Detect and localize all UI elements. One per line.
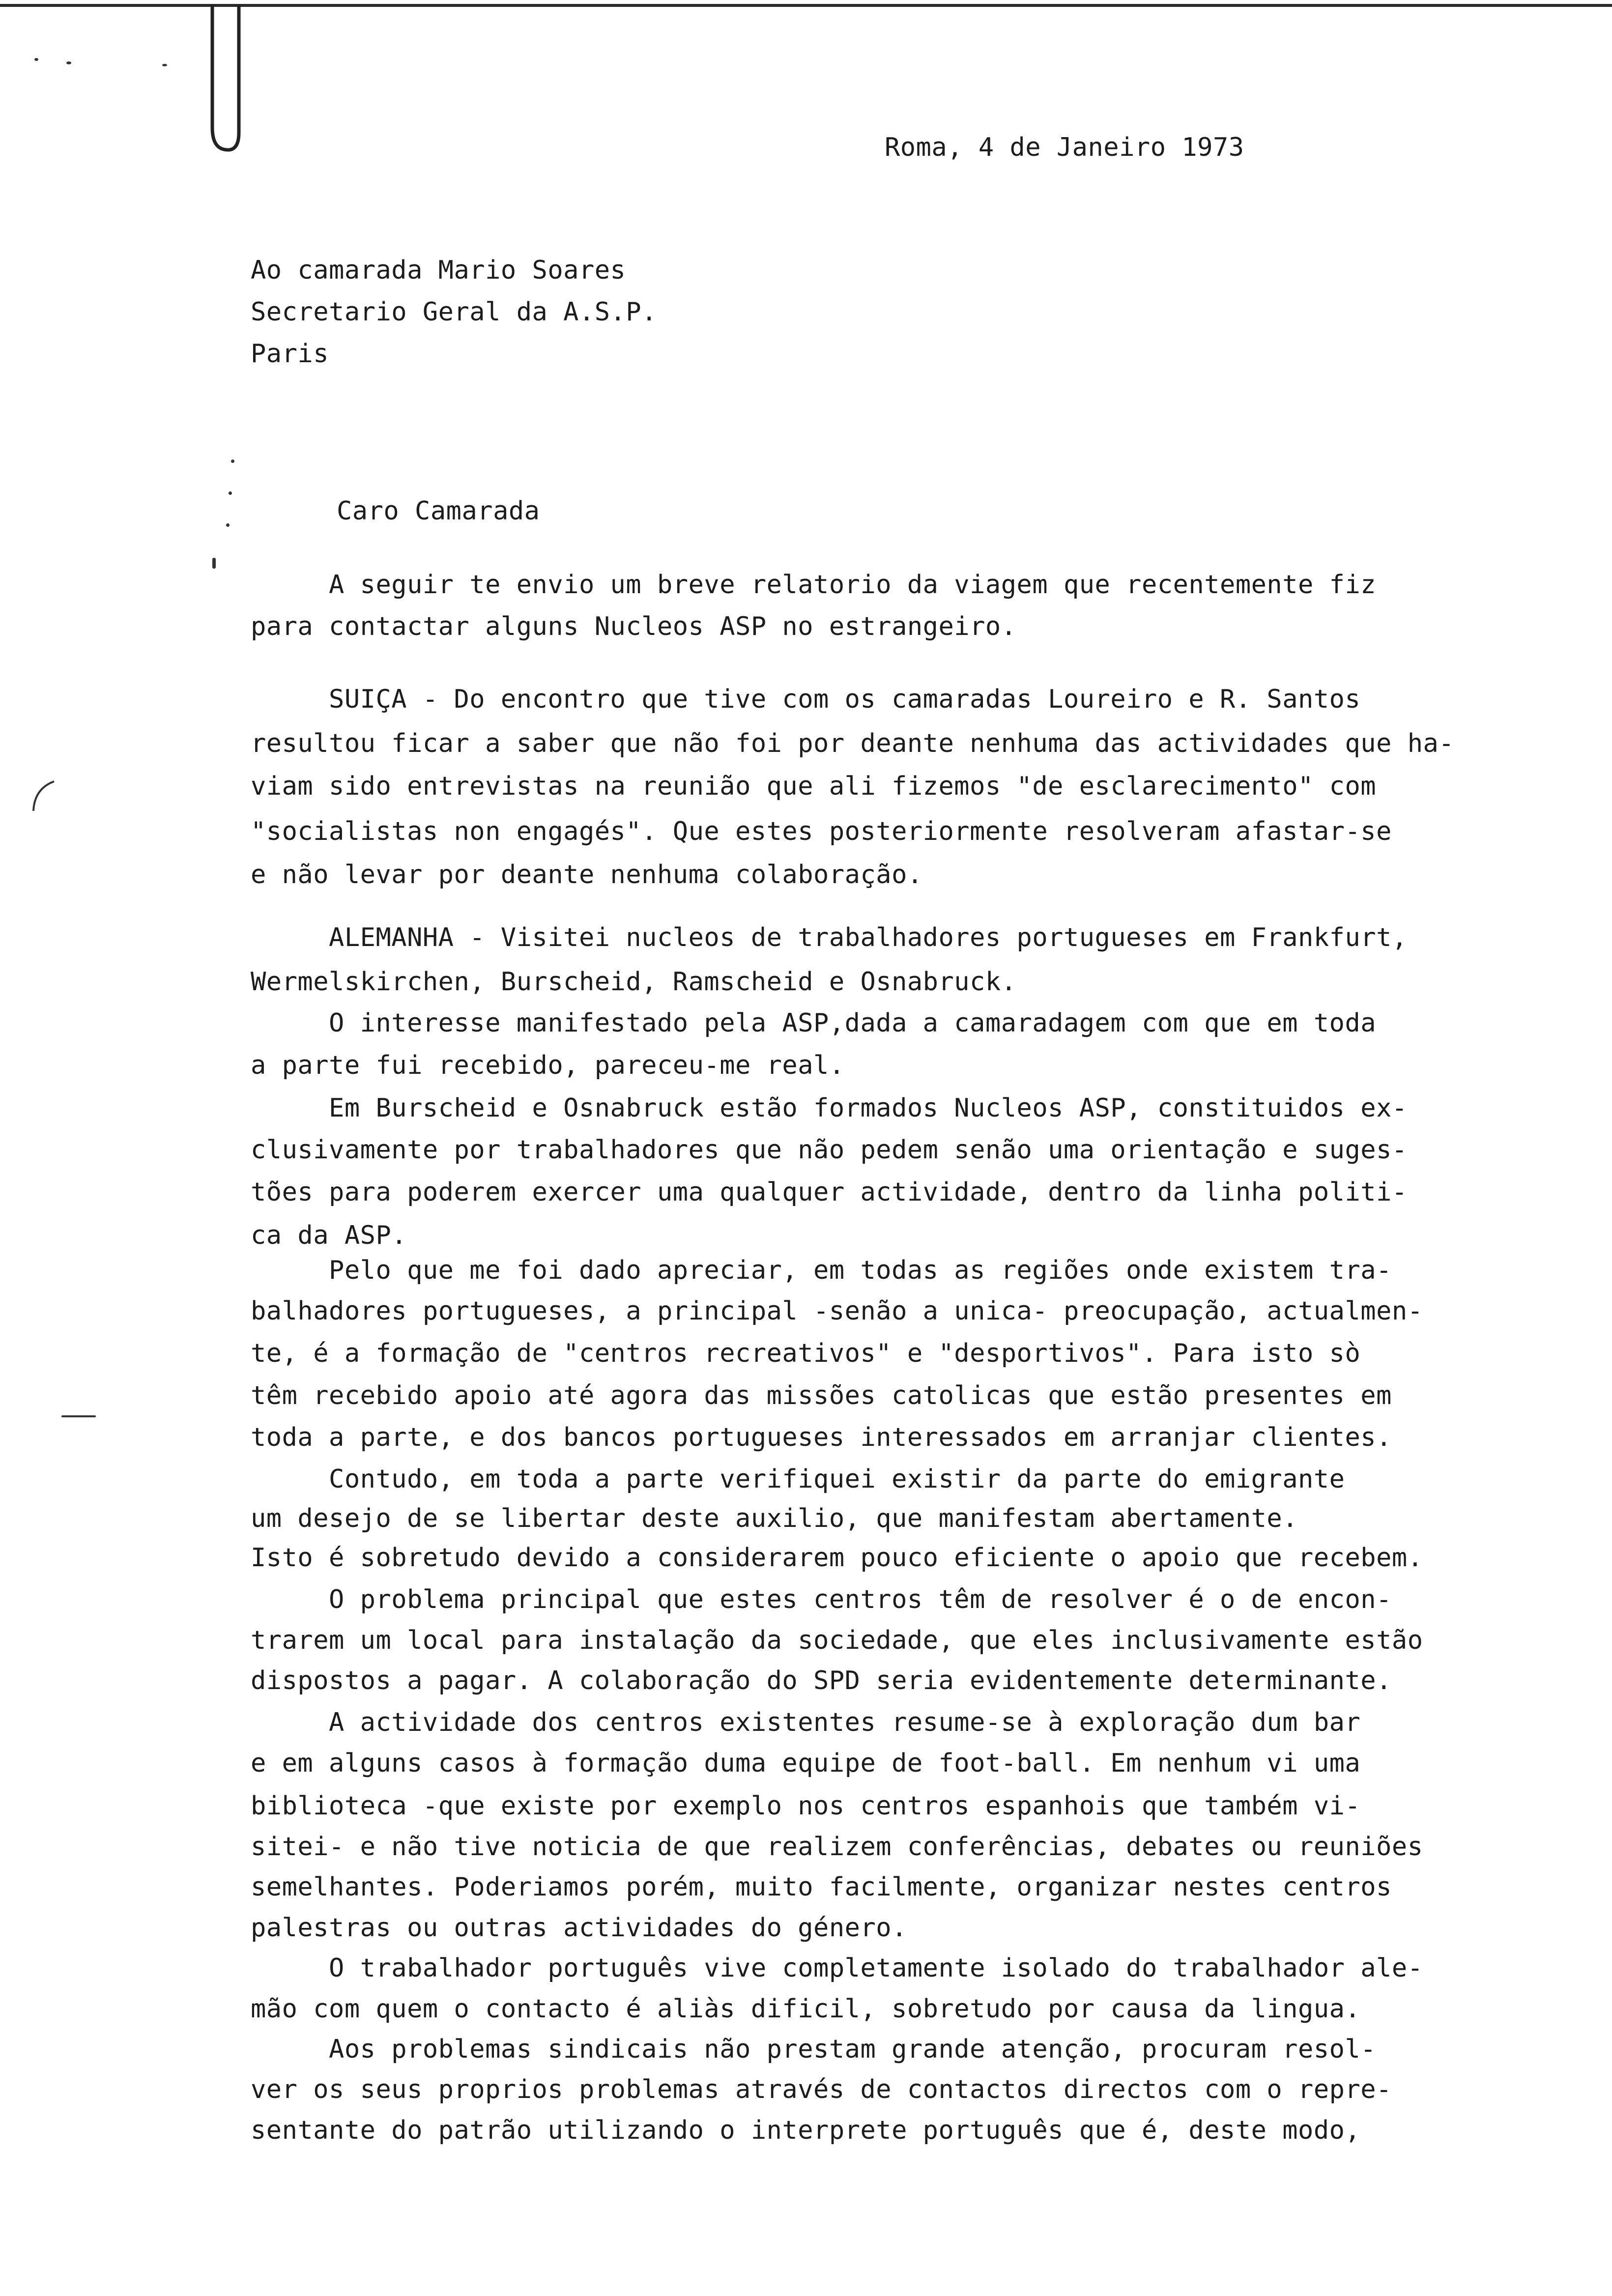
- body-line: O trabalhador português vive completamente isolado do trabalhador ale-: [251, 1953, 1423, 1983]
- salutation: Caro Camarada: [337, 496, 540, 526]
- body-line: Pelo que me foi dado apreciar, em todas as regiões onde existem tra-: [251, 1256, 1392, 1285]
- body-line: biblioteca -que existe por exemplo nos centros espanhois que também vi-: [251, 1791, 1361, 1821]
- body-line: O problema principal que estes centros têm de resolver é o de encon-: [251, 1585, 1392, 1614]
- body-line: para contactar alguns Nucleos ASP no estrangeiro.: [251, 612, 1017, 641]
- body-line: palestras ou outras actividades do género.: [251, 1913, 907, 1943]
- body-line: e não levar por deante nenhuma colaboração.: [251, 860, 923, 890]
- body-line: clusivamente por trabalhadores que não pedem senão uma orientação e suges-: [251, 1135, 1408, 1165]
- body-line: Contudo, em toda a parte verifiquei existir da parte do emigrante: [251, 1464, 1345, 1494]
- margin-speck: [212, 558, 216, 569]
- body-line: resultou ficar a saber que não foi por deante nenhuma das actividades que ha-: [251, 729, 1455, 758]
- body-line: a parte fui recebido, pareceu-me real.: [251, 1051, 845, 1080]
- body-line: trarem um local para instalação da sociedade, que eles inclusivamente estão: [251, 1626, 1423, 1655]
- body-line: um desejo de se libertar deste auxilio, que manifestam abertamente.: [251, 1504, 1298, 1533]
- body-line: e em alguns casos à formação duma equipe de foot-ball. Em nenhum vi uma: [251, 1749, 1361, 1778]
- margin-speck: [162, 64, 167, 66]
- margin-speck: [61, 1415, 96, 1417]
- margin-speck: [229, 491, 232, 495]
- body-line: te, é a formação de "centros recreativos" e "desportivos". Para isto sò: [251, 1339, 1361, 1368]
- body-line: A seguir te envio um breve relatorio da viagem que recentemente fiz: [251, 570, 1377, 600]
- margin-bracket-mark: [25, 776, 59, 835]
- body-line: têm recebido apoio até agora das missões catolicas que estão presentes em: [251, 1381, 1392, 1410]
- body-line: Wermelskirchen, Burscheid, Ramscheid e Osnabruck.: [251, 967, 1017, 997]
- margin-speck: [34, 58, 38, 61]
- letter-date: Roma, 4 de Janeiro 1973: [885, 133, 1244, 162]
- body-line: SUIÇA - Do encontro que tive com os camaradas Loureiro e R. Santos: [251, 685, 1361, 714]
- margin-speck: [226, 523, 230, 527]
- body-line: Aos problemas sindicais não prestam grande atenção, procuram resol-: [251, 2035, 1377, 2064]
- margin-speck: [66, 61, 71, 64]
- body-line: tões para poderem exercer uma qualquer actividade, dentro da linha politi-: [251, 1177, 1408, 1207]
- body-line: Em Burscheid e Osnabruck estão formados Nucleos ASP, constituidos ex-: [251, 1093, 1408, 1123]
- body-line: viam sido entrevistas na reunião que ali fizemos "de esclarecimento" com: [251, 772, 1377, 801]
- body-line: ca da ASP.: [251, 1221, 407, 1250]
- body-line: O interesse manifestado pela ASP,dada a camaradagem com que em toda: [251, 1008, 1377, 1038]
- recipient-line-3: Paris: [251, 339, 329, 369]
- body-line: "socialistas non engagés". Que estes posteriormente resolveram afastar-se: [251, 817, 1392, 846]
- binder-clip-mark: [208, 5, 243, 152]
- body-line: ver os seus proprios problemas através de contactos directos com o repre-: [251, 2075, 1392, 2104]
- recipient-line-2: Secretario Geral da A.S.P.: [251, 297, 657, 327]
- body-line: balhadores portugueses, a principal -senão a unica- preocupação, actualmen-: [251, 1296, 1423, 1326]
- body-line: mão com quem o contacto é aliàs dificil, sobretudo por causa da lingua.: [251, 1994, 1361, 2024]
- margin-speck: [231, 459, 234, 463]
- body-line: A actividade dos centros existentes resume-se à exploração dum bar: [251, 1708, 1361, 1737]
- body-line: dispostos a pagar. A colaboração do SPD seria evidentemente determinante.: [251, 1666, 1392, 1695]
- body-line: toda a parte, e dos bancos portugueses interessados em arranjar clientes.: [251, 1423, 1392, 1452]
- body-line: sitei- e não tive noticia de que realizem conferências, debates ou reuniões: [251, 1832, 1423, 1862]
- body-line: ALEMANHA - Visitei nucleos de trabalhadores portugueses em Frankfurt,: [251, 923, 1408, 952]
- body-line: Isto é sobretudo devido a considerarem pouco eficiente o apoio que recebem.: [251, 1543, 1423, 1573]
- recipient-line-1: Ao camarada Mario Soares: [251, 256, 626, 285]
- body-line: semelhantes. Poderiamos porém, muito facilmente, organizar nestes centros: [251, 1872, 1392, 1902]
- body-line: sentante do patrão utilizando o interprete português que é, deste modo,: [251, 2116, 1361, 2145]
